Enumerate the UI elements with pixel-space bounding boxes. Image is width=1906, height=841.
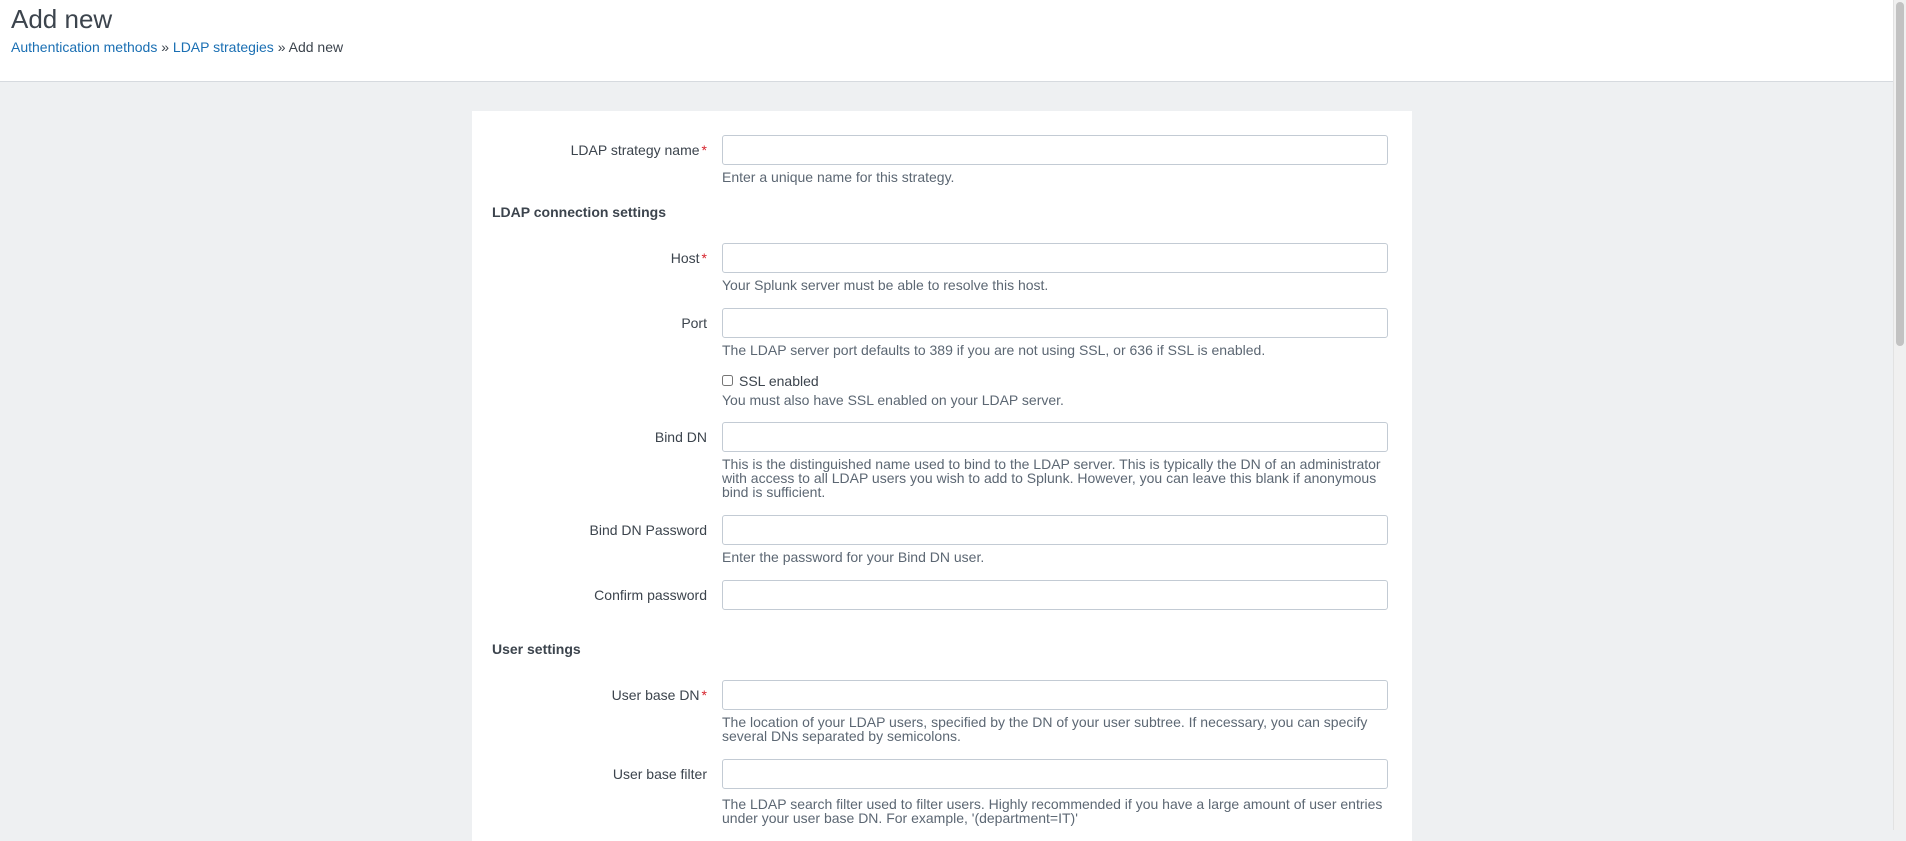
bind-dn-help: This is the distinguished name used to bind to the LDAP server. This is typically the DN of an administrator with access to all LDAP users you wish to add to Splunk. However, you can leave this blank if anonymous bind is sufficient. <box>722 456 1381 500</box>
page-header <box>0 0 1894 82</box>
required-marker: * <box>701 687 707 703</box>
breadcrumb-separator: » <box>161 39 170 55</box>
strategy-name-input[interactable] <box>722 135 1388 165</box>
breadcrumb-ldap-strategies[interactable]: LDAP strategies <box>172 39 274 55</box>
strategy-name-label: LDAP strategy name * <box>570 142 707 158</box>
host-input[interactable] <box>722 243 1388 273</box>
breadcrumb-authentication-methods[interactable]: Authentication methods <box>11 39 158 55</box>
user-base-dn-label: User base DN * <box>611 687 707 703</box>
ldap-strategy-form <box>472 111 1412 841</box>
user-base-filter-help: The LDAP search filter used to filter users. Highly recommended if you have a large amount of user entries under your user base DN. For example, '(department=IT)' <box>722 796 1383 826</box>
bind-dn-password-label: Bind DN Password <box>589 522 707 538</box>
breadcrumb <box>11 39 343 55</box>
breadcrumb-current: Add new <box>288 39 344 55</box>
port-help: The LDAP server port defaults to 389 if you are not using SSL, or 636 if SSL is enabled. <box>722 342 1266 358</box>
host-help: Your Splunk server must be able to resolve this host. <box>722 277 1049 293</box>
user-settings-heading: User settings <box>492 641 581 657</box>
ssl-help: You must also have SSL enabled on your LDAP server. <box>722 392 1064 408</box>
bind-dn-password-help: Enter the password for your Bind DN user. <box>722 549 985 565</box>
connection-settings-heading: LDAP connection settings <box>492 204 666 220</box>
required-marker: * <box>701 142 707 158</box>
port-label: Port <box>681 315 707 331</box>
vertical-scrollbar[interactable] <box>1893 0 1906 830</box>
bind-dn-password-input[interactable] <box>722 515 1388 545</box>
page-title: Add new <box>11 4 113 34</box>
breadcrumb-separator: » <box>277 39 286 55</box>
bind-dn-label: Bind DN <box>654 429 707 445</box>
confirm-password-input[interactable] <box>722 580 1388 610</box>
port-input[interactable] <box>722 308 1388 338</box>
bind-dn-input[interactable] <box>722 422 1388 452</box>
confirm-password-label: Confirm password <box>594 587 707 603</box>
user-base-dn-input[interactable] <box>722 680 1388 710</box>
ssl-enabled-label[interactable]: SSL enabled <box>739 373 819 389</box>
scrollbar-thumb[interactable] <box>1896 2 1904 346</box>
ssl-enabled-checkbox[interactable] <box>722 375 733 386</box>
strategy-name-help: Enter a unique name for this strategy. <box>722 169 955 185</box>
host-label: Host * <box>670 250 707 266</box>
user-base-dn-help: The location of your LDAP users, specified by the DN of your user subtree. If necessary, you can specify several DNs separated by semicolons. <box>722 714 1368 744</box>
user-base-filter-label: User base filter <box>612 766 707 782</box>
required-marker: * <box>701 250 707 266</box>
user-base-filter-input[interactable] <box>722 759 1388 789</box>
